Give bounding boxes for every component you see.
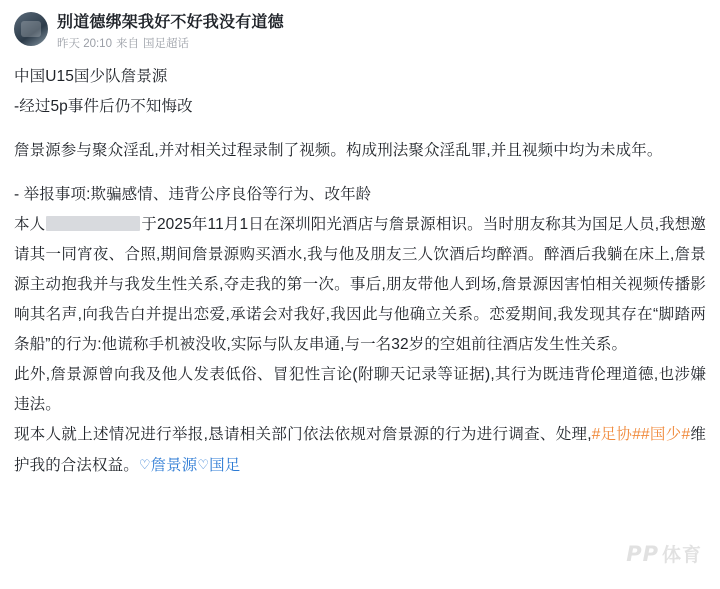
content-line-2: -经过5p事件后仍不知悔改 <box>14 98 193 115</box>
watermark <box>626 540 702 567</box>
content-paragraph-4 <box>14 420 706 481</box>
heart-icon: ♡ <box>138 457 151 472</box>
author-username[interactable]: 别道德绑架我好不好我没有道德 <box>57 14 284 31</box>
content-paragraph-1: 詹景源参与聚众淫乱,并对相关过程录制了视频。构成刑法聚众淫乱罪,并且视频中均为未成年。 <box>14 142 663 159</box>
content-paragraph-3: 此外,詹景源曾向我及他人发表低俗、冒犯性言论(附聊天记录等证据),其行为既违背伦理道德,也涉嫌违法。 <box>14 366 706 413</box>
redaction-block <box>46 216 140 231</box>
topic-link-2[interactable]: 国足 <box>209 457 241 474</box>
topic-link-1[interactable]: 詹景源 <box>150 457 198 474</box>
post-timestamp: 昨天 20:10 <box>57 38 112 50</box>
watermark-text: 体育 <box>661 545 702 566</box>
post-meta <box>57 36 284 52</box>
paragraph-4-prefix: 现本人就上述情况进行举报,恳请相关部门依法依规对詹景源的行为进行调查、处理, <box>14 426 592 443</box>
content-paragraph-2 <box>14 210 706 360</box>
content-spacer-2 <box>14 166 706 180</box>
watermark-logo: PP <box>626 541 659 566</box>
post-header <box>14 10 706 62</box>
author-info <box>57 12 284 52</box>
paragraph-4-suffix: 维护我的合法权益。 <box>14 426 706 474</box>
hashtag-group[interactable]: #足协##国少# <box>591 426 691 443</box>
post-source[interactable]: 国足超话 <box>142 38 189 50</box>
source-prefix: 来自 <box>115 38 139 50</box>
content-line-1: 中国U15国少队詹景源 <box>14 68 168 85</box>
avatar[interactable] <box>14 12 48 46</box>
paragraph-2-prefix: 本人 <box>14 216 46 233</box>
heart-icon-2: ♡ <box>197 457 210 472</box>
paragraph-2-body: 于2025年11月1日在深圳阳光酒店与詹景源相识。当时朋友称其为国足人员,我想邀请其一同宵夜、合照,期间詹景源购买酒水,我与他及朋友三人饮酒后均醉酒。醉酒后我躺在床上,詹景源主动抱我并与我发生性关系,夺走我的第一次。事后,朋友带他人到场,詹景源因害怕相关视频传播影响其名声,向我告白并提出恋爱,承诺会对我好,我因此与他确立关系。恋爱期间,我发现其存在“脚踏两条船”的行为:他谎称手机被没收,实际与队友串通,与一名32岁的空姐前往酒店发生性关系。 <box>14 216 706 353</box>
content-spacer-1 <box>14 122 706 136</box>
content-report-items: - 举报事项:欺骗感情、违背公序良俗等行为、改年龄 <box>14 186 372 203</box>
post-content <box>14 62 706 481</box>
